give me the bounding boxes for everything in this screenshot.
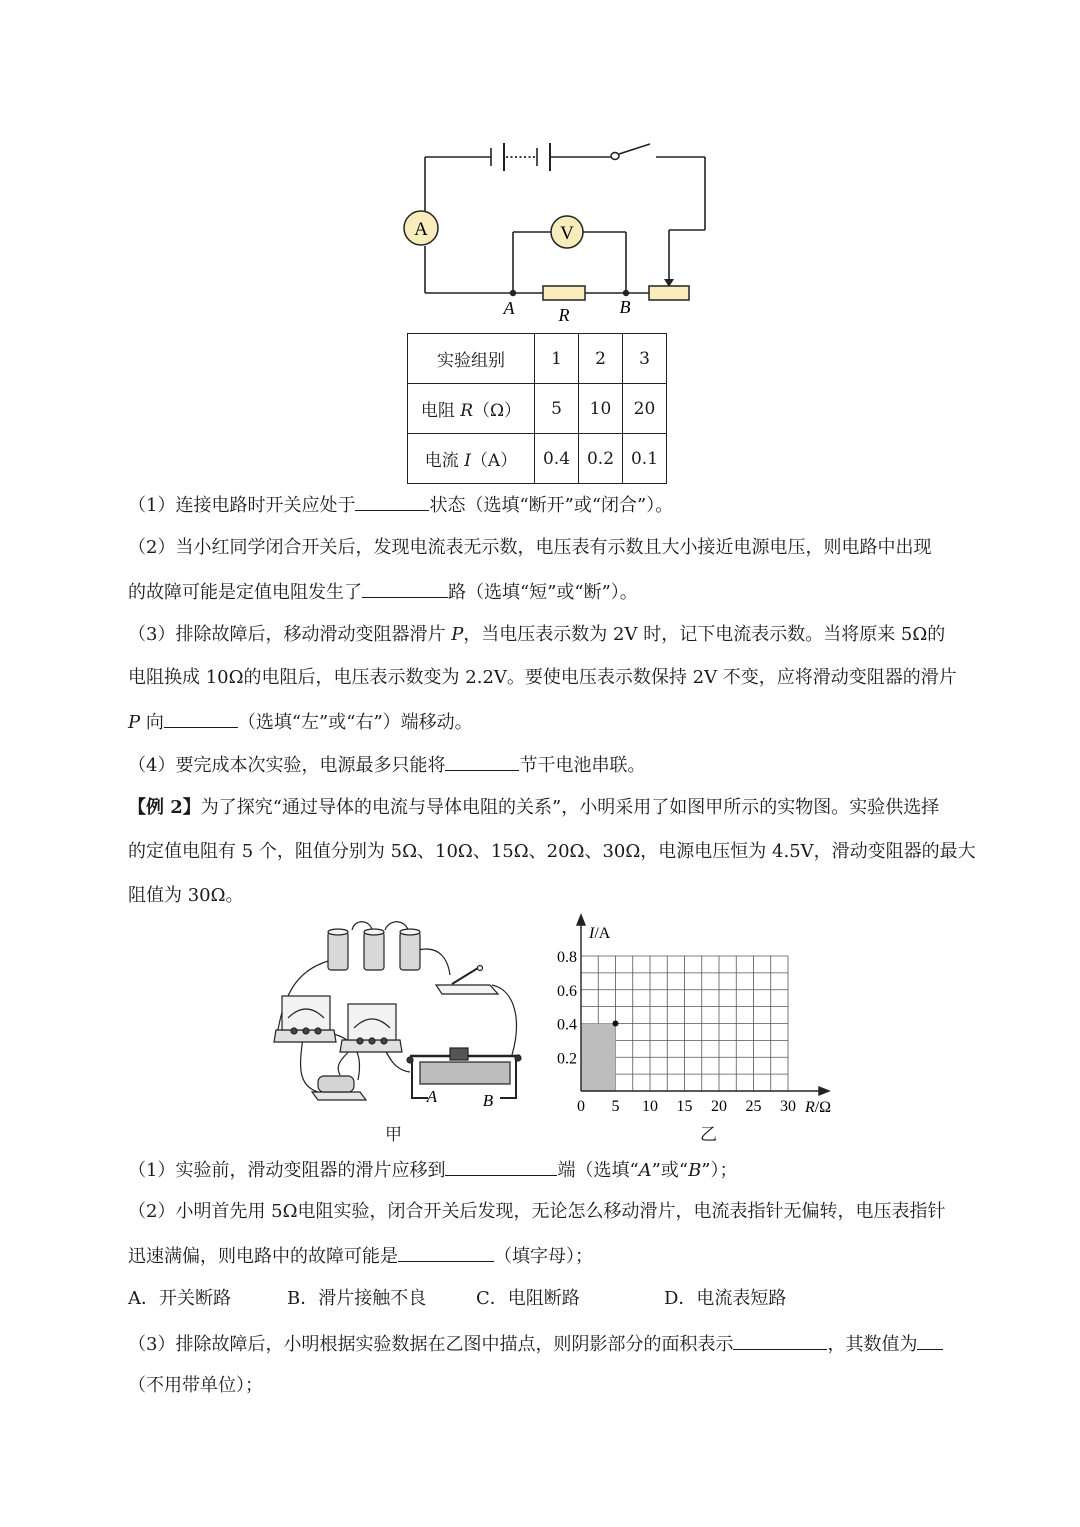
- question-3-line-2: 电阻换成 10Ω的电阻后，电压表示数变为 2.2V。要使电压表示数保持 2V 不变，应将滑动变阻器的滑片: [128, 667, 957, 688]
- example-2-line-3: 阻值为 30Ω。: [128, 885, 244, 906]
- y-tick-label: 0.8: [557, 949, 577, 966]
- battery-icon: [328, 929, 420, 970]
- table-cell: 10: [579, 384, 623, 434]
- y-axis-arrow: [577, 915, 585, 925]
- switch-icon: [436, 966, 498, 995]
- ammeter-device-icon: [274, 996, 336, 1042]
- y-tick-label: 0.2: [557, 1050, 577, 1068]
- question-3-line-3: P 向 （选填“左”或“右”）端移动。: [128, 709, 473, 735]
- shaded-area: [581, 1024, 616, 1092]
- table-cell: 20: [623, 384, 667, 434]
- example-2-line-2: 的定值电阻有 5 个，阻值分别为 5Ω、10Ω、15Ω、20Ω、30Ω，电源电压恒为 4.5V，滑动变阻器的最大: [128, 841, 976, 862]
- answer-blank[interactable]: [445, 752, 519, 771]
- option-d[interactable]: D．电流表短路: [664, 1288, 787, 1309]
- x-tick-label: 20: [711, 1098, 727, 1115]
- x-tick-label: 30: [780, 1098, 796, 1115]
- table-cell: 实验组别: [408, 334, 535, 384]
- rheostat-device-icon: [407, 1048, 521, 1098]
- example-2-line-1: 【例 2】为了探究“通过导体的电流与导体电阻的关系”，小明采用了如图甲所示的实物图。实验供选择: [128, 797, 940, 818]
- question-2-line-2: 的故障可能是定值电阻发生了 路（选填“短”或“断”）。: [128, 579, 638, 605]
- e2-question-3-line-2: （不用带单位）；: [128, 1375, 263, 1396]
- y-axis-label: I/A: [589, 925, 611, 942]
- question-4: （4）要完成本次实验，电源最多只能将 节干电池串联。: [128, 752, 645, 778]
- answer-blank[interactable]: [355, 492, 429, 511]
- e2-question-2-line-2: 迅速满偏，则电路中的故障可能是 （填字母）；: [128, 1243, 593, 1269]
- option-b[interactable]: B．滑片接触不良: [287, 1288, 427, 1309]
- e2-question-2-line-1: （2）小明首先用 5Ω电阻实验，闭合开关后发现，无论怎么移动滑片，电流表指针无偏转，电压表指针: [128, 1201, 946, 1222]
- point-b-label: B: [619, 297, 631, 317]
- x-tick-label: 5: [611, 1098, 620, 1115]
- table-cell: 3: [623, 334, 667, 384]
- option-a[interactable]: A．开关断路: [128, 1288, 231, 1309]
- answer-blank[interactable]: [398, 1243, 494, 1262]
- x-tick-label: 15: [676, 1098, 693, 1115]
- answer-blank[interactable]: [733, 1331, 827, 1350]
- apparatus-caption: 甲: [385, 1125, 402, 1145]
- x-tick-label: 0: [577, 1098, 585, 1115]
- voltmeter-device-icon: [340, 1004, 402, 1052]
- answer-blank[interactable]: [164, 709, 238, 728]
- circuit-diagram: [395, 130, 715, 330]
- voltmeter-label: V: [560, 223, 574, 244]
- table-cell: 电阻 R（Ω）: [408, 384, 535, 434]
- apparatus-label-a: A: [426, 1087, 438, 1106]
- question-3-line-1: （3）排除故障后，移动滑动变阻器滑片 P，当电压表示数为 2V 时，记下电流表示数。当将原来 5Ω的: [128, 624, 946, 645]
- graph-caption: 乙: [700, 1125, 717, 1145]
- table-cell: 0.4: [535, 434, 579, 484]
- table-cell: 电流 I（A）: [408, 434, 535, 484]
- answer-blank[interactable]: [445, 1157, 557, 1176]
- table-cell: 2: [579, 334, 623, 384]
- data-table: [407, 333, 667, 484]
- e2-question-1: （1）实验前，滑动变阻器的滑片应移到 端（选填“A”或“B”）；: [128, 1157, 738, 1183]
- ammeter-label: A: [414, 219, 428, 240]
- rheostat: [649, 286, 689, 300]
- data-point: [613, 1021, 619, 1027]
- table-cell: 5: [535, 384, 579, 434]
- apparatus-illustration: [268, 918, 530, 1110]
- x-tick-label: 25: [745, 1098, 762, 1115]
- table-row: [408, 384, 667, 434]
- y-tick-label: 0.6: [557, 982, 577, 1000]
- resistor: [543, 286, 585, 300]
- table-row: [408, 434, 667, 484]
- example-2-label: 【例 2】: [128, 797, 201, 818]
- table-cell: 0.1: [623, 434, 667, 484]
- i-r-graph: [540, 912, 850, 1122]
- option-c[interactable]: C．电阻断路: [476, 1288, 580, 1309]
- x-tick-label: 10: [642, 1098, 658, 1115]
- y-tick-label: 0.4: [557, 1016, 577, 1034]
- point-a-label: A: [503, 298, 515, 318]
- resistor-label: R: [558, 305, 570, 325]
- question-2-line-1: （2）当小红同学闭合开关后，发现电流表无示数，电压表有示数且大小接近电源电压，则电路中出现: [128, 537, 932, 558]
- table-cell: 1: [535, 334, 579, 384]
- e2-question-3-line-1: （3）排除故障后，小明根据实验数据在乙图中描点，则阴影部分的面积表示 ，其数值为: [128, 1331, 943, 1357]
- answer-blank[interactable]: [362, 579, 448, 598]
- x-axis-label: R/Ω: [804, 1099, 832, 1116]
- apparatus-label-b: B: [482, 1091, 494, 1110]
- answer-blank[interactable]: [917, 1331, 943, 1350]
- question-1: （1）连接电路时开关应处于 状态（选填“断开”或“闭合”）。: [128, 492, 673, 518]
- table-row: [408, 334, 667, 384]
- x-axis-arrow: [819, 1087, 829, 1095]
- table-cell: 0.2: [579, 434, 623, 484]
